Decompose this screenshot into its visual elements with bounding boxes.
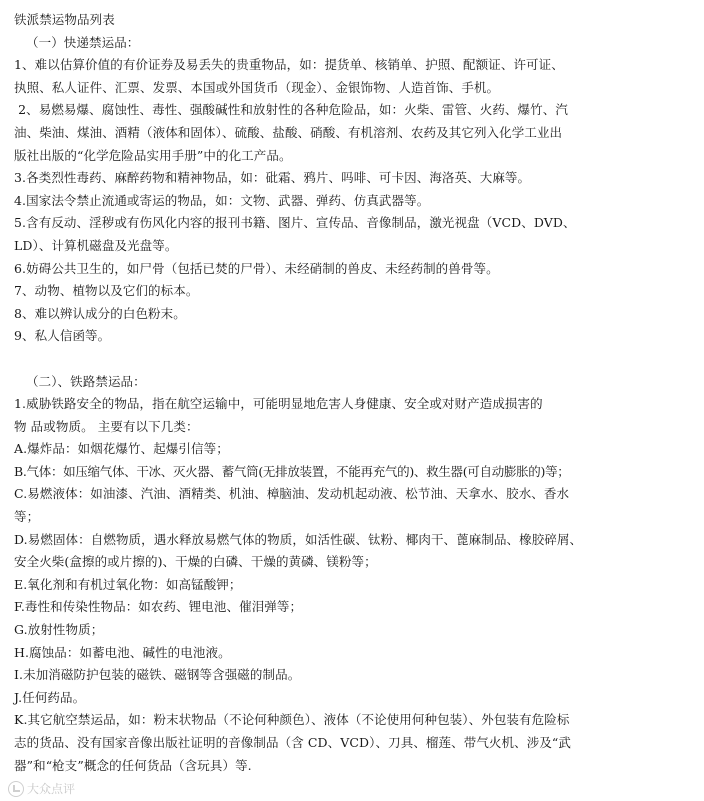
section1-line: 9、私人信函等。	[14, 328, 111, 344]
section1-line: 7、动物、植物以及它们的标本。	[14, 283, 199, 299]
section1-heading: （一）快递禁运品：	[26, 34, 140, 50]
section1-line: 5.含有反动、淫秽或有伤风化内容的报刊书籍、图片、宣传品、音像制品，激光视盘（VCD、DVD、	[14, 215, 576, 231]
watermark-text: 大众点评	[27, 782, 76, 796]
section2-line: 1.威胁铁路安全的物品，指在航空运输中，可能明显地危害人身健康、安全或对财产造成损害的	[14, 396, 543, 412]
section2-line: I.未加消磁防护包装的磁铁、磁钢等含强磁的制品。	[14, 667, 301, 683]
section1-line: 2、易燃易爆、腐蚀性、毒性、强酸碱性和放射性的各种危险品，如：火柴、雷管、火药、爆竹、汽	[14, 102, 568, 118]
section2-line: E.氧化剂和有机过氧化物：如高锰酸钾；	[14, 576, 242, 592]
section2-line: 志的货品、没有国家音像出版社证明的音像制品（含 CD、VCD）、刀具、榴莲、带气火机、涉及“武	[14, 735, 572, 750]
watermark	[8, 780, 75, 797]
section1-line: 版社出版的“化学危险品实用手册”中的化工产品。	[14, 147, 292, 163]
section2-line: 器”和“枪支”概念的任何货品（含玩具）等.	[14, 757, 252, 773]
section2-line: 等；	[14, 509, 40, 525]
section2-line: K.其它航空禁运品，如：粉末状物品（不论何种颜色）、液体（不论使用何种包装）、外包装有危险标	[14, 712, 570, 728]
section1-line: 4.国家法令禁止流通或寄运的物品，如：文物、武器、弹药、仿真武器等。	[14, 192, 430, 208]
section2-line: 安全火柴(盒擦的或片擦的)、干燥的白磷、干燥的黄磷、镁粉等；	[14, 554, 377, 570]
section2-line: G.放射性物质；	[14, 622, 104, 638]
doc-title: 铁派禁运物品列表	[14, 12, 115, 27]
section1-line: 1、难以估算价值的有价证券及易丢失的贵重物品，如：提货单、核销单、护照、配额证、许可证、	[14, 57, 564, 73]
section-spacer	[14, 348, 694, 371]
section1-line: 8、难以辨认成分的白色粉末。	[14, 305, 186, 321]
section2-line: F.毒性和传染性物品：如农药、锂电池、催泪弹等；	[14, 599, 303, 615]
section2-line: A.爆炸品：如烟花爆竹、起爆引信等；	[14, 441, 229, 457]
section2-heading: （二）、铁路禁运品：	[26, 373, 146, 389]
section2-line: B.气体：如压缩气体、干冰、灭火器、蓄气筒(无排放装置，不能再充气的)、救生器(可自动膨胀的)等；	[14, 463, 570, 479]
logo-icon	[8, 781, 24, 797]
section1-line: 3.各类烈性毒药、麻醉药物和精神物品，如：砒霜、鸦片、吗啡、可卡因、海洛英、大麻等。	[14, 170, 531, 186]
section1-line: 油、柴油、煤油、酒精（液体和固体）、硫酸、盐酸、硝酸、有机溶剂、农药及其它列入化学工业出	[14, 124, 563, 140]
section2-line: H.腐蚀品：如蓄电池、碱性的电池液。	[14, 644, 231, 660]
section2-line: J.任何药品。	[14, 689, 86, 705]
section1-line: 6.妨碍公共卫生的，如尸骨（包括已焚的尸骨）、未经硝制的兽皮、未经药制的兽骨等。	[14, 260, 499, 276]
section1-line: LD）、计算机磁盘及光盘等。	[14, 237, 178, 253]
section2-line: D.易燃固体：自燃物质，遇水释放易燃气体的物质，如活性碳、钛粉、椰肉干、蓖麻制品、橡胶碎屑、	[14, 531, 583, 547]
section1-line: 执照、私人证件、汇票、发票、本国或外国货币（现金）、金银饰物、人造首饰、手机。	[14, 79, 500, 95]
section2-line: C.易燃液体：如油漆、汽油、酒精类、机油、樟脑油、发动机起动液、松节油、天拿水、胶水、香水	[14, 486, 570, 502]
section2-line: 物 品或物质。 主要有以下几类：	[14, 418, 199, 434]
document	[14, 9, 694, 777]
